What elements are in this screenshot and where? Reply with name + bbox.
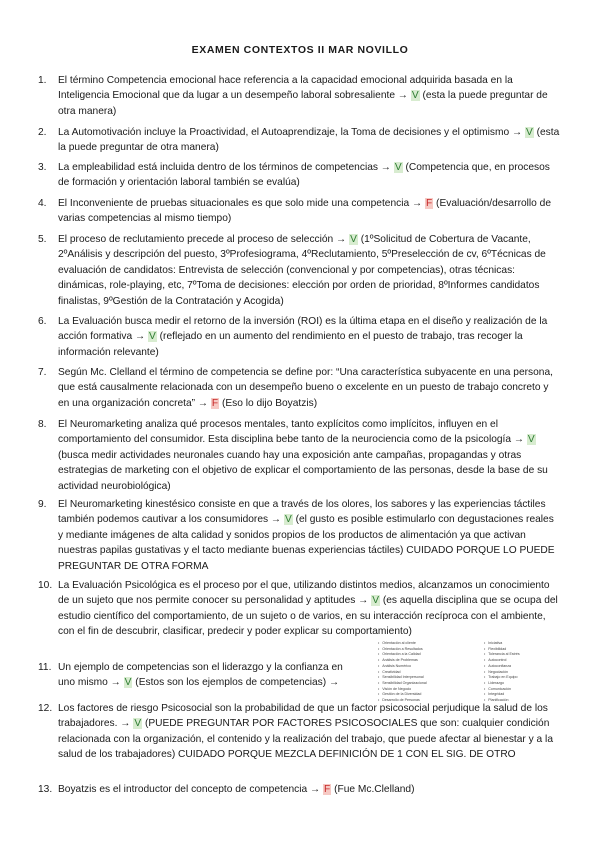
item-text <box>58 196 560 227</box>
question-text: El proceso de reclutamiento precede al proceso de selección → <box>58 234 350 245</box>
question-text: La empleabilidad está incluida dentro de los términos de competencias → <box>58 162 394 173</box>
list-item <box>38 660 360 691</box>
list-item: • Creatividad <box>378 670 427 676</box>
list-item: • Negociación <box>484 670 520 676</box>
list-item: • Visión de Negocio <box>378 687 427 693</box>
item-text <box>58 160 560 191</box>
list-item: • Análisis de Problemas <box>378 658 427 664</box>
list-item <box>38 365 560 411</box>
list-item <box>38 125 560 156</box>
item-text <box>58 701 560 763</box>
question-text: Un ejemplo de competencias son el liderazgo y la confianza en uno mismo → <box>58 662 343 689</box>
item-text <box>58 125 560 156</box>
list-item: • Tolerancia al Estrés <box>484 652 520 658</box>
item-number: 4. <box>38 198 47 209</box>
list-item <box>38 578 560 640</box>
answer-note: (Competencia que, en procesos de formación y orientación laboral también se evalúa) <box>58 162 550 189</box>
item-number: 6. <box>38 316 47 327</box>
item-number: 7. <box>38 367 47 378</box>
list-item: • Integridad <box>484 692 520 698</box>
question-text: Los factores de riesgo Psicosocial son la probabilidad de que un factor psicosocial perjudique la salud de los trabajadores. → <box>58 703 548 730</box>
question-text: Según Mc. Clelland el término de competencia se define por: “Una característica subyacente en una persona, que está causalmente relacionada con un desempeño bueno o excelente en un puesto de trabajo concreto y en una organización concreta” → <box>58 367 553 409</box>
list-item <box>38 497 560 574</box>
item-number: 10. <box>38 580 53 591</box>
item-number: 2. <box>38 127 47 138</box>
answer-note: (esta la puede preguntar de otra manera) <box>58 90 548 117</box>
answer-note: (busca medir actividades neuronales cuando hay una exposición ante campañas, propagandas y otras estrategias de marketing con el objetivo de explicar el comportamiento de las personas, desde la base de su actividad neurobiológica) <box>58 449 548 492</box>
competencias-image <box>378 641 578 703</box>
item-text <box>58 660 360 691</box>
item-number: 9. <box>38 499 47 510</box>
item-number: 13. <box>38 784 53 795</box>
answer-true-badge: V <box>372 595 379 607</box>
list-item: • Autocontrol <box>484 658 520 664</box>
competencias-column <box>378 641 427 704</box>
answer-note: (esta la puede preguntar de otra manera) <box>58 127 560 154</box>
list-item <box>38 196 560 227</box>
page-title: EXAMEN CONTEXTOS II MAR NOVILLO <box>191 44 409 56</box>
item-number: 8. <box>38 419 47 430</box>
list-item <box>38 782 560 797</box>
item-text <box>58 578 560 640</box>
item-number: 12. <box>38 703 53 714</box>
list-item: • Orientación al cliente <box>378 641 427 647</box>
list-item: • Planificación <box>484 698 520 704</box>
list-item: • Flexibilidad <box>484 647 520 653</box>
list-item: • Orientación a la Calidad <box>378 652 427 658</box>
list-item: • Comunicación <box>484 687 520 693</box>
item-number: 3. <box>38 162 47 173</box>
item-number: 5. <box>38 234 47 245</box>
competencias-column <box>484 641 520 704</box>
question-text: La Evaluación busca medir el retorno de la inversión (ROI) es la última etapa en el diseño y realización de la acción formativa → <box>58 316 548 343</box>
item-text <box>58 232 560 309</box>
list-item: • Sensibilidad Organizacional <box>378 681 427 687</box>
item-number: 11. <box>38 662 52 673</box>
answer-true-badge: V <box>134 718 142 730</box>
question-text: La Automotivación incluye la Proactividad, el Autoaprendizaje, la Toma de decisiones y el optimismo → <box>58 127 525 138</box>
list-item <box>38 160 560 191</box>
list-item: • Sensibilidad Interpersonal <box>378 675 427 681</box>
item-text <box>58 314 560 360</box>
list-item: • Liderazgo <box>484 681 520 687</box>
answer-false-badge: F <box>425 198 433 209</box>
answer-false-badge: F <box>324 784 331 795</box>
item-text <box>58 497 560 574</box>
list-item <box>38 701 560 763</box>
answer-false-badge: F <box>211 397 219 409</box>
answer-note: (1ºSolicitud de Cobertura de Vacante, 2ºAnálisis y descripción del puesto, 3ºProfesiograma, 4ºReclutamiento, 5ºPreselección de cv, 6ºTécnicas de evaluación de candidatos: Entrevista de selección (convencional y por competencias), otras técnicas: dinámicas, role-playing, etc, 7ºToma de decisiones: elección por orden de prioridad, 8ºInformes candidatos finalistas, 9ºGestión de la Contratación y Acogida) <box>58 234 546 307</box>
question-text: Boyatzis es el introductor del concepto de competencia → <box>58 784 324 795</box>
list-item: • Orientación a Resultados <box>378 647 427 653</box>
question-text: El Neuromarketing analiza qué procesos mentales, tanto explícitos como implícitos, influyen en el comportamiento del consumidor. Esta disciplina bebe tanto de la neurociencia como de la psicología → <box>58 419 527 446</box>
answer-true-badge: V <box>149 331 156 343</box>
question-text: El término Competencia emocional hace referencia a la capacidad emocional adquirida basada en la Inteligencia Emocional que da lugar a un desempeño laboral sobresaliente → <box>58 75 513 102</box>
list-item: • Gestión de la Diversidad <box>378 692 427 698</box>
item-text <box>58 782 560 797</box>
answer-note: (Eso lo dijo Boyatzis) <box>219 397 318 409</box>
answer-note: (Estos son los ejemplos de competencias) → <box>132 677 340 689</box>
answer-note: (PUEDE PREGUNTAR POR FACTORES PSICOSOCIALES que son: cualquier condición relacionada con la organización, el contenido y la realización del trabajo, que puede afectar al bienestar y a la salud de los trabajadores) CUIDADO PORQUE MEZCLA DEFINICIÓN DE 1 CON EL SIG. DE OTRO <box>58 718 553 761</box>
list-item: • Desarrollo de Personas <box>378 698 427 704</box>
answer-true-badge: V <box>526 127 533 138</box>
list-item: • Iniciativa <box>484 641 520 647</box>
item-text <box>58 365 560 411</box>
answer-note: (Evaluación/desarrollo de varias competencias al mismo tiempo) <box>58 198 552 225</box>
question-text: El Inconveniente de pruebas situacionales es que solo mide una competencia → <box>58 198 425 209</box>
list-item <box>38 232 560 309</box>
list-item <box>38 314 560 360</box>
answer-true-badge: V <box>350 234 357 245</box>
answer-true-badge: V <box>394 162 402 173</box>
answer-true-badge: V <box>527 434 535 446</box>
item-text <box>58 73 560 119</box>
answer-true-badge: V <box>124 677 132 689</box>
answer-note: (es aquella disciplina que se ocupa del estudio científico del comportamiento, de un sujeto o de varios, en su interacción recíproca con el ambiente, con el fin de descubrir, clasificar, predecir y poder explicar su comportamiento) <box>58 595 558 638</box>
list-item <box>38 73 560 119</box>
answer-note: (el gusto es posible estimularlo con degustaciones reales y mediante imágenes de alta calidad y sonidos propios de los productos de alimentación ya que activan nuestras papilas gustativas y el tacto mediante buenas experiencias táctiles) CUIDADO PORQUE LO PUEDE PREGUNTAR DE OTRA FORMA <box>58 514 555 572</box>
answer-true-badge: V <box>411 90 419 102</box>
question-text: La Evaluación Psicológica es el proceso por el que, utilizando distintos medios, alcanzamos un conocimiento de un sujeto que nos permite conocer su personalidad y aptitudes → <box>58 580 550 607</box>
answer-note: (Fue Mc.Clelland) <box>331 784 415 795</box>
answer-true-badge: V <box>284 514 292 526</box>
list-item: • Autoconfianza <box>484 664 520 670</box>
list-item: • Trabajo en Equipo <box>484 675 520 681</box>
item-text <box>58 417 560 494</box>
question-text: El Neuromarketing kinestésico consiste en que a través de los olores, los sabores y las experiencias táctiles también podemos cautivar a los consumidores → <box>58 499 546 526</box>
list-item: • Análisis Numérico <box>378 664 427 670</box>
list-item <box>38 417 560 494</box>
item-number: 1. <box>38 75 47 86</box>
answer-note: (reflejado en un aumento del rendimiento en el puesto de trabajo, tras recoger la información relevante) <box>58 331 523 358</box>
